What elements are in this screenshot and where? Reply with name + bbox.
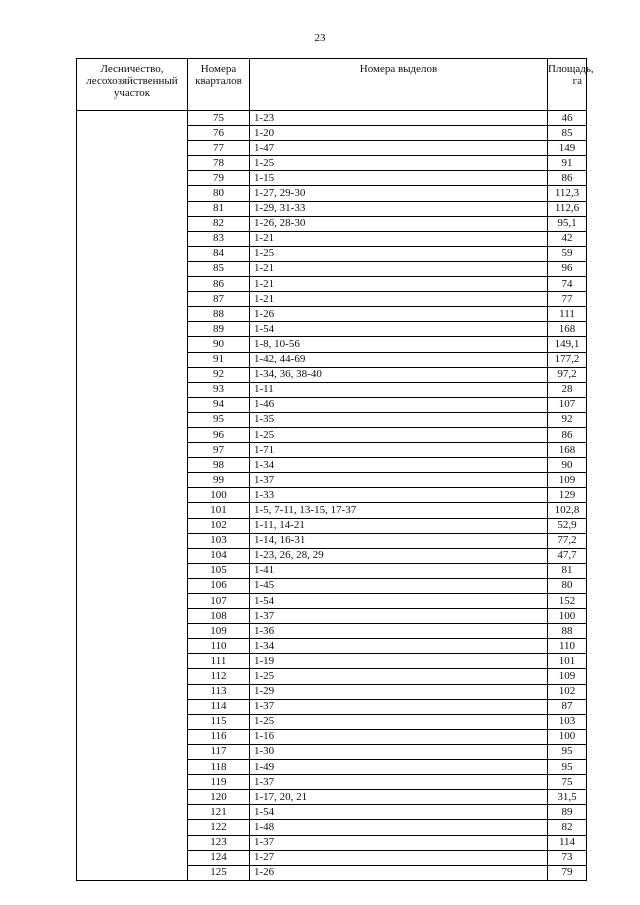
area-cell: 92 bbox=[548, 412, 587, 427]
sections-cell: 1-25 bbox=[250, 156, 548, 171]
quarter-cell: 98 bbox=[188, 458, 250, 473]
area-cell: 109 bbox=[548, 473, 587, 488]
quarter-cell: 122 bbox=[188, 820, 250, 835]
quarter-cell: 124 bbox=[188, 850, 250, 865]
area-cell: 149,1 bbox=[548, 337, 587, 352]
sections-cell: 1-34 bbox=[250, 458, 548, 473]
table-body bbox=[77, 111, 587, 881]
header-forestry: Лесничество, лесохозяйственный участок bbox=[77, 59, 188, 111]
sections-cell: 1-25 bbox=[250, 714, 548, 729]
area-cell: 79 bbox=[548, 865, 587, 880]
sections-cell: 1-8, 10-56 bbox=[250, 337, 548, 352]
area-cell: 129 bbox=[548, 488, 587, 503]
quarter-cell: 107 bbox=[188, 594, 250, 609]
sections-cell: 1-37 bbox=[250, 609, 548, 624]
quarter-cell: 121 bbox=[188, 805, 250, 820]
area-cell: 95,1 bbox=[548, 216, 587, 231]
sections-cell: 1-26, 28-30 bbox=[250, 216, 548, 231]
sections-cell: 1-45 bbox=[250, 578, 548, 593]
sections-cell: 1-41 bbox=[250, 563, 548, 578]
quarter-cell: 101 bbox=[188, 503, 250, 518]
quarter-cell: 97 bbox=[188, 443, 250, 458]
area-cell: 168 bbox=[548, 322, 587, 337]
quarter-cell: 92 bbox=[188, 367, 250, 382]
area-cell: 95 bbox=[548, 760, 587, 775]
sections-cell: 1-23, 26, 28, 29 bbox=[250, 548, 548, 563]
quarter-cell: 87 bbox=[188, 292, 250, 307]
quarter-cell: 86 bbox=[188, 277, 250, 292]
area-cell: 89 bbox=[548, 805, 587, 820]
sections-cell: 1-25 bbox=[250, 427, 548, 442]
sections-cell: 1-25 bbox=[250, 246, 548, 261]
page-number: 23 bbox=[314, 32, 326, 44]
quarter-cell: 88 bbox=[188, 307, 250, 322]
quarter-cell: 108 bbox=[188, 609, 250, 624]
area-cell: 96 bbox=[548, 261, 587, 276]
sections-cell: 1-26 bbox=[250, 865, 548, 880]
quarter-cell: 110 bbox=[188, 639, 250, 654]
quarter-cell: 77 bbox=[188, 141, 250, 156]
quarter-cell: 89 bbox=[188, 322, 250, 337]
table-header bbox=[77, 59, 594, 111]
sections-cell: 1-37 bbox=[250, 699, 548, 714]
area-cell: 103 bbox=[548, 714, 587, 729]
area-cell: 97,2 bbox=[548, 367, 587, 382]
area-cell: 42 bbox=[548, 231, 587, 246]
sections-cell: 1-34 bbox=[250, 639, 548, 654]
area-cell: 111 bbox=[548, 307, 587, 322]
area-cell: 149 bbox=[548, 141, 587, 156]
sections-cell: 1-14, 16-31 bbox=[250, 533, 548, 548]
area-cell: 86 bbox=[548, 171, 587, 186]
quarter-cell: 91 bbox=[188, 352, 250, 367]
sections-cell: 1-35 bbox=[250, 412, 548, 427]
sections-cell: 1-26 bbox=[250, 307, 548, 322]
area-cell: 109 bbox=[548, 669, 587, 684]
sections-cell: 1-48 bbox=[250, 820, 548, 835]
area-cell: 52,9 bbox=[548, 518, 587, 533]
quarter-cell: 84 bbox=[188, 246, 250, 261]
area-cell: 102,8 bbox=[548, 503, 587, 518]
sections-cell: 1-23 bbox=[250, 111, 548, 126]
area-cell: 88 bbox=[548, 624, 587, 639]
area-cell: 95 bbox=[548, 744, 587, 759]
forest-sections-table bbox=[76, 58, 594, 881]
quarter-cell: 103 bbox=[188, 533, 250, 548]
sections-cell: 1-29, 31-33 bbox=[250, 201, 548, 216]
sections-cell: 1-11, 14-21 bbox=[250, 518, 548, 533]
quarter-cell: 82 bbox=[188, 216, 250, 231]
sections-cell: 1-16 bbox=[250, 729, 548, 744]
quarter-cell: 95 bbox=[188, 412, 250, 427]
area-cell: 77 bbox=[548, 292, 587, 307]
quarter-cell: 76 bbox=[188, 126, 250, 141]
quarter-cell: 80 bbox=[188, 186, 250, 201]
quarter-cell: 106 bbox=[188, 578, 250, 593]
sections-cell: 1-33 bbox=[250, 488, 548, 503]
area-cell: 101 bbox=[548, 654, 587, 669]
sections-cell: 1-37 bbox=[250, 473, 548, 488]
sections-cell: 1-49 bbox=[250, 760, 548, 775]
quarter-cell: 99 bbox=[188, 473, 250, 488]
sections-cell: 1-54 bbox=[250, 805, 548, 820]
sections-cell: 1-25 bbox=[250, 669, 548, 684]
quarter-cell: 96 bbox=[188, 427, 250, 442]
quarter-cell: 111 bbox=[188, 654, 250, 669]
quarter-cell: 113 bbox=[188, 684, 250, 699]
sections-cell: 1-27, 29-30 bbox=[250, 186, 548, 201]
area-cell: 110 bbox=[548, 639, 587, 654]
quarter-cell: 109 bbox=[188, 624, 250, 639]
area-cell: 31,5 bbox=[548, 790, 587, 805]
area-cell: 107 bbox=[548, 397, 587, 412]
quarter-cell: 100 bbox=[188, 488, 250, 503]
sections-cell: 1-42, 44-69 bbox=[250, 352, 548, 367]
quarter-cell: 115 bbox=[188, 714, 250, 729]
sections-cell: 1-21 bbox=[250, 292, 548, 307]
quarter-cell: 117 bbox=[188, 744, 250, 759]
quarter-cell: 120 bbox=[188, 790, 250, 805]
sections-cell: 1-20 bbox=[250, 126, 548, 141]
header-sections: Номера выделов bbox=[250, 59, 548, 111]
sections-cell: 1-17, 20, 21 bbox=[250, 790, 548, 805]
quarter-cell: 79 bbox=[188, 171, 250, 186]
area-cell: 114 bbox=[548, 835, 587, 850]
quarter-cell: 112 bbox=[188, 669, 250, 684]
area-cell: 28 bbox=[548, 382, 587, 397]
sections-cell: 1-27 bbox=[250, 850, 548, 865]
header-area: Площадь, га bbox=[548, 59, 587, 111]
area-cell: 75 bbox=[548, 775, 587, 790]
area-cell: 87 bbox=[548, 699, 587, 714]
quarter-cell: 75 bbox=[188, 111, 250, 126]
sections-cell: 1-30 bbox=[250, 744, 548, 759]
sections-cell: 1-36 bbox=[250, 624, 548, 639]
area-cell: 112,3 bbox=[548, 186, 587, 201]
sections-cell: 1-37 bbox=[250, 835, 548, 850]
area-cell: 47,7 bbox=[548, 548, 587, 563]
quarter-cell: 123 bbox=[188, 835, 250, 850]
quarter-cell: 83 bbox=[188, 231, 250, 246]
header-quarters: Номера кварталов bbox=[188, 59, 250, 111]
quarter-cell: 119 bbox=[188, 775, 250, 790]
area-cell: 77,2 bbox=[548, 533, 587, 548]
table-row bbox=[77, 111, 587, 126]
sections-cell: 1-11 bbox=[250, 382, 548, 397]
area-cell: 81 bbox=[548, 563, 587, 578]
sections-cell: 1-29 bbox=[250, 684, 548, 699]
area-cell: 91 bbox=[548, 156, 587, 171]
area-cell: 102 bbox=[548, 684, 587, 699]
sections-cell: 1-54 bbox=[250, 322, 548, 337]
sections-cell: 1-21 bbox=[250, 231, 548, 246]
quarter-cell: 114 bbox=[188, 699, 250, 714]
area-cell: 82 bbox=[548, 820, 587, 835]
quarter-cell: 104 bbox=[188, 548, 250, 563]
sections-cell: 1-5, 7-11, 13-15, 17-37 bbox=[250, 503, 548, 518]
area-cell: 152 bbox=[548, 594, 587, 609]
sections-cell: 1-71 bbox=[250, 443, 548, 458]
area-cell: 59 bbox=[548, 246, 587, 261]
area-cell: 177,2 bbox=[548, 352, 587, 367]
quarter-cell: 90 bbox=[188, 337, 250, 352]
area-cell: 74 bbox=[548, 277, 587, 292]
sections-cell: 1-15 bbox=[250, 171, 548, 186]
quarter-cell: 102 bbox=[188, 518, 250, 533]
forestry-cell bbox=[77, 111, 188, 881]
quarter-cell: 78 bbox=[188, 156, 250, 171]
sections-cell: 1-37 bbox=[250, 775, 548, 790]
quarter-cell: 85 bbox=[188, 261, 250, 276]
area-cell: 100 bbox=[548, 729, 587, 744]
area-cell: 112,6 bbox=[548, 201, 587, 216]
area-cell: 80 bbox=[548, 578, 587, 593]
area-cell: 85 bbox=[548, 126, 587, 141]
sections-cell: 1-34, 36, 38-40 bbox=[250, 367, 548, 382]
sections-cell: 1-19 bbox=[250, 654, 548, 669]
quarter-cell: 81 bbox=[188, 201, 250, 216]
sections-cell: 1-21 bbox=[250, 277, 548, 292]
quarter-cell: 118 bbox=[188, 760, 250, 775]
area-cell: 86 bbox=[548, 427, 587, 442]
area-cell: 46 bbox=[548, 111, 587, 126]
area-cell: 73 bbox=[548, 850, 587, 865]
quarter-cell: 105 bbox=[188, 563, 250, 578]
sections-cell: 1-46 bbox=[250, 397, 548, 412]
quarter-cell: 125 bbox=[188, 865, 250, 880]
area-cell: 168 bbox=[548, 443, 587, 458]
sections-cell: 1-54 bbox=[250, 594, 548, 609]
quarter-cell: 94 bbox=[188, 397, 250, 412]
area-cell: 100 bbox=[548, 609, 587, 624]
area-cell: 90 bbox=[548, 458, 587, 473]
quarter-cell: 116 bbox=[188, 729, 250, 744]
sections-cell: 1-21 bbox=[250, 261, 548, 276]
sections-cell: 1-47 bbox=[250, 141, 548, 156]
quarter-cell: 93 bbox=[188, 382, 250, 397]
